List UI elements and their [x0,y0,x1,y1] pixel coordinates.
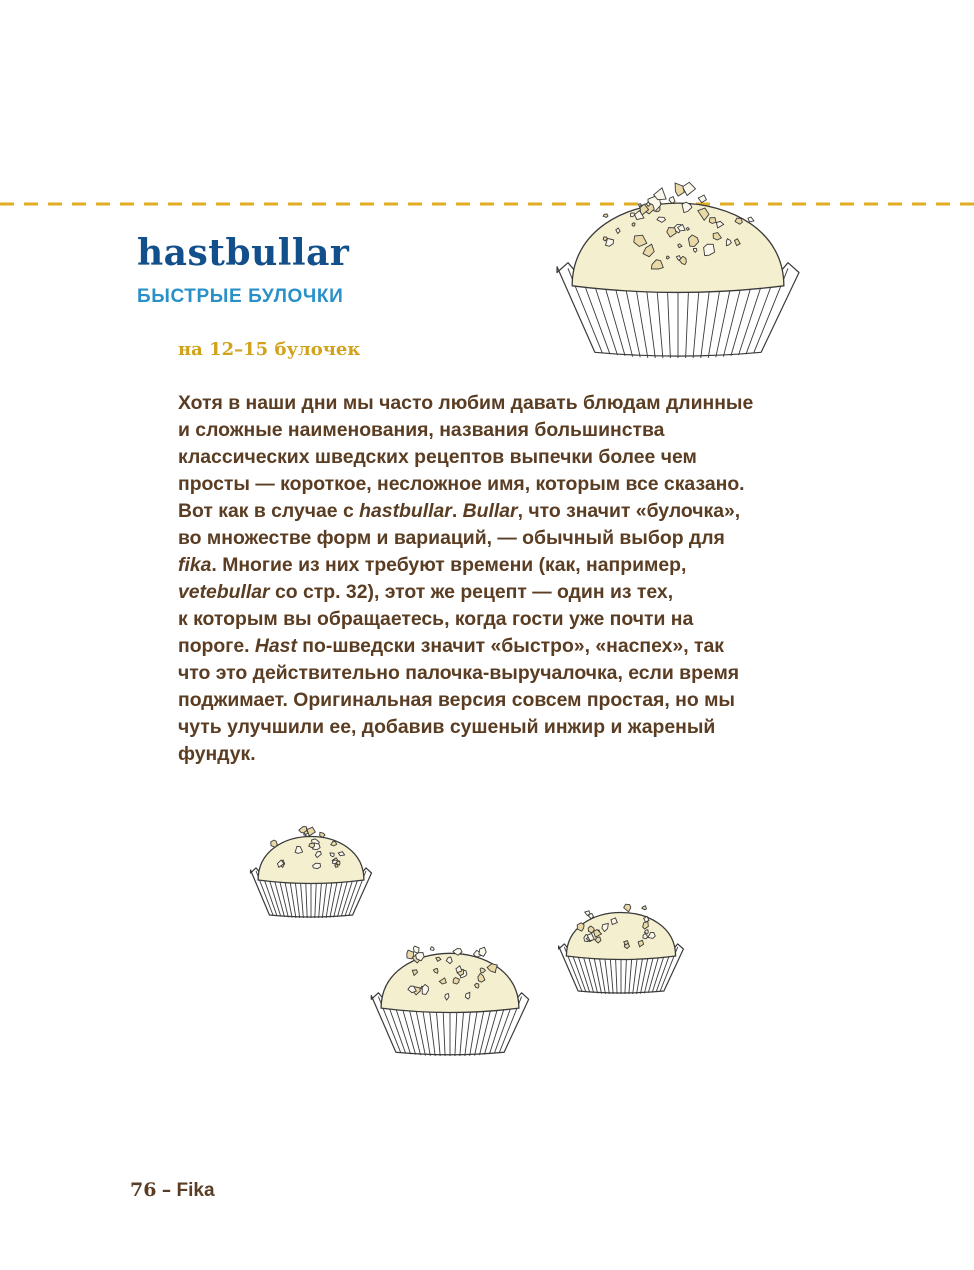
recipe-subtitle: БЫСТРЫЕ БУЛОЧКИ [137,286,344,307]
cupcake-icon [248,818,374,918]
text-line: фундук. [178,743,256,765]
cupcake-icon [552,168,804,358]
text-span: по-шведски значит «быстро», «наспех», так [296,635,724,657]
swedish-term: Hast [254,635,297,657]
text-line: Хотя в наши дни мы часто любим давать блюдам длинные [178,392,754,414]
swedish-term: hastbullar [359,500,452,522]
intro-paragraph [178,390,838,768]
text-span: . [451,500,463,522]
text-line [178,579,838,606]
text-line [178,498,838,525]
book-title: Fika [176,1180,215,1201]
text-line [178,633,838,660]
swedish-term: Bullar [462,500,518,522]
recipe-yield: на 12–15 булочек [178,339,361,360]
recipe-title: hastbullar [137,232,350,274]
dashed-divider [0,201,974,207]
text-line: во множестве форм и вариаций, — обычный выбор для [178,527,725,549]
page-number: 76 [130,1179,157,1201]
text-line: и сложные наименования, названия большинства [178,419,665,441]
text-span: пороге. [178,635,255,657]
text-line: классических шведских рецептов выпечки более чем [178,446,697,468]
cupcake-icon [556,894,686,994]
cupcake-icon [368,930,532,1056]
text-line: поджимает. Оригинальная версия совсем простая, но мы [178,689,735,711]
text-span: . Многие из них требуют времени (как, например, [211,554,687,576]
text-line: к которым вы обращаетесь, когда гости уже почти на [178,608,694,630]
text-line: что это действительно палочка-выручалочка, если время [178,662,740,684]
text-line: чуть улучшили ее, добавив сушеный инжир и жареный [178,716,716,738]
text-line: просты — короткое, несложное имя, которым все сказано. [178,473,745,495]
swedish-term: fika [178,554,212,576]
page-footer [130,1178,215,1203]
swedish-term: vetebullar [178,581,270,603]
text-span: , что значит «булочка», [517,500,741,522]
text-span: Вот как в случае с [178,500,360,522]
text-line [178,552,838,579]
text-span: со стр. 32), этот же рецепт — один из тех, [269,581,674,603]
footer-separator: – [161,1179,172,1201]
